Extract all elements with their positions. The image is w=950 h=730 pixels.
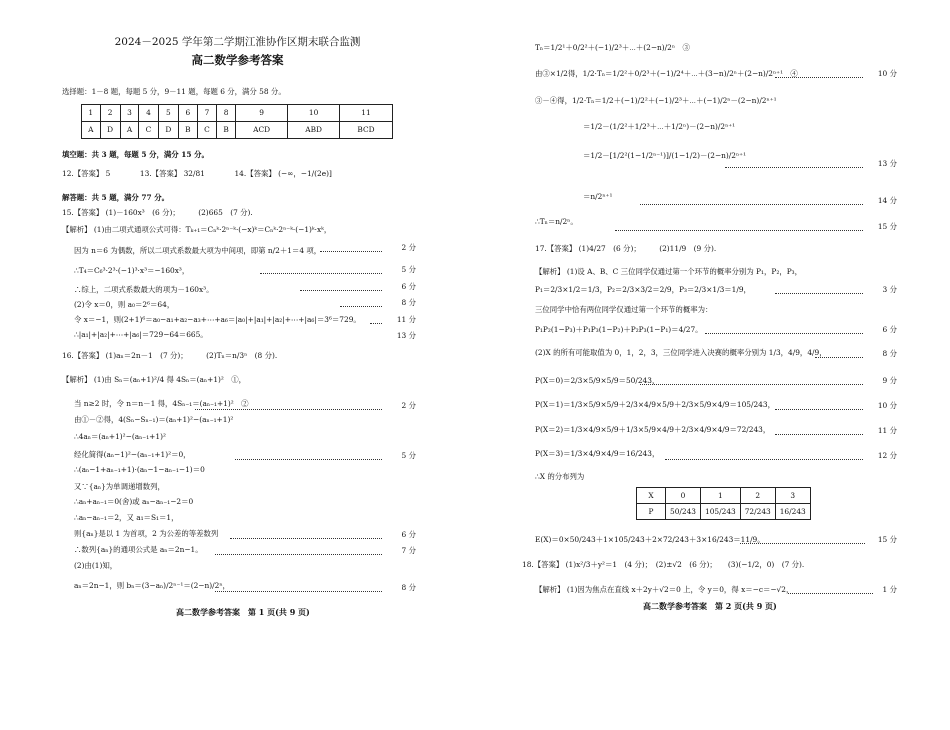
answer-table-choice: ACD: [235, 122, 287, 139]
answer-table-number: 5: [158, 105, 178, 122]
answer-table-choice: B: [178, 122, 197, 139]
q16-line: 经化简得(aₙ−1)²−(aₙ₋₁+1)²＝0，: [74, 450, 191, 459]
q17-line: (2)X 的所有可能取值为 0，1，2，3，三位同学进入决赛的概率分别为 1/3，4/9，4/9，: [535, 348, 827, 357]
leader-dots: [640, 384, 863, 385]
table-cell-p: 50/243: [666, 504, 701, 520]
score-point: 10 分: [877, 69, 897, 78]
q16-line: 又∵{aₙ}为单调递增数列，: [74, 482, 165, 491]
q18-answer: 18.【答案】 (1)x²/3＋y²＝1 (4 分)； (2)±√2 (6 分)； (3)(−1/2，0) (7 分).: [522, 560, 805, 569]
q16-line: (2)由(1)知，: [74, 561, 118, 570]
q17-line: P(X＝0)＝2/3×5/9×5/9＝50/243，: [535, 376, 660, 385]
derivation-line: ③－④得，1/2·Tₙ＝1/2＋(−1)/2²＋(−1)/2³＋⋯＋(−1)/2ⁿ－(2−n)/2ⁿ⁺¹: [535, 96, 777, 105]
answer-table-choice: A: [82, 122, 101, 139]
score-point: 9 分: [882, 376, 897, 385]
q16-line: ∴aₙ+aₙ₋₁＝0(舍)或 aₙ−aₙ₋₁−2＝0: [74, 497, 194, 506]
expectation-line: E(X)＝0×50/243＋1×105/243＋2×72/243＋3×16/243＝11/9。: [535, 535, 765, 544]
leader-dots: [320, 251, 382, 252]
answer-table-choice: D: [100, 122, 120, 139]
score-point: 2 分: [401, 243, 416, 252]
score-point: 6 分: [401, 530, 416, 539]
score-point: 15 分: [877, 535, 897, 544]
q16-line: 由①－②得，4(Sₙ−Sₙ₋₁)＝(aₙ+1)²−(aₙ₋₁+1)²: [74, 415, 234, 424]
q15-line: 因为 n＝6 为偶数，所以二项式系数最大项为中间项，即第 n/2＋1＝4 项，: [74, 246, 322, 255]
derivation-line: Tₙ＝1/2¹＋0/2²＋(−1)/2³＋⋯＋(2−n)/2ⁿ ③: [535, 43, 690, 52]
q17-line: P(X＝2)＝1/3×4/9×5/9＋1/3×5/9×4/9＋2/3×4/9×4/9＝72/243，: [535, 425, 771, 434]
leader-dots: [740, 543, 865, 544]
q15-line: 令 x＝−1，则(2+1)⁶＝a₀−a₁+a₂−a₃+⋯+a₆＝|a₀|+|a₁|+|a₂|+⋯+|a₆|＝3⁶＝729。: [74, 315, 361, 324]
document-subtitle: 高二数学参考答案: [191, 53, 284, 67]
answer-table-number: 1: [82, 105, 101, 122]
section-choice: 选择题：1－8 题，每题 5 分，9－11 题，每题 6 分，满分 58 分。: [62, 87, 286, 96]
page-footer: 高二数学参考答案 第 1 页(共 9 页): [176, 607, 310, 617]
score-point: 13 分: [877, 159, 897, 168]
score-point: 8 分: [401, 583, 416, 592]
q18-solution: 【解析】 (1)因为焦点在直线 x＋2y＋√2＝0 上，令 y＝0，得 x＝−c＝−√2，: [535, 585, 794, 594]
score-point: 1 分: [882, 585, 897, 594]
q17-answer: 17.【答案】 (1)4/27 (6 分)； (2)11/9 (9 分).: [535, 244, 717, 253]
section-fill: 填空题：共 3 题，每题 5 分，满分 15 分。: [62, 150, 209, 159]
leader-dots: [195, 409, 382, 410]
q17-line: ∴X 的分布列为: [535, 472, 585, 481]
section-solve: 解答题：共 5 题，满分 77 分。: [62, 193, 170, 202]
answer-table-choice: A: [120, 122, 139, 139]
table-cell-x: 0: [666, 488, 701, 504]
leader-dots: [775, 434, 863, 435]
leader-dots: [215, 554, 382, 555]
answer-table-number: 11: [339, 105, 392, 122]
score-point: 6 分: [882, 325, 897, 334]
q15-line: ∴T₄＝C₆³·2³·(−1)³·x³＝−160x³，: [74, 266, 190, 275]
leader-dots: [788, 593, 873, 594]
derivation-line: ＝n/2ⁿ⁺¹: [583, 192, 613, 201]
leader-dots: [300, 290, 382, 291]
q15-line: 【解析】 (1)由二项式通项公式可得：Tₖ₊₁＝Cₙᵏ·2ⁿ⁻ᵏ·(−x)ᵏ＝Cₙᵏ·2ⁿ⁻ᵏ·(−1)ᵏ·xᵏ，: [62, 225, 332, 234]
table-cell-p: 16/243: [775, 504, 810, 520]
score-point: 11 分: [877, 426, 897, 435]
score-point: 8 分: [401, 298, 416, 307]
score-point: 11 分: [396, 315, 416, 324]
q15-line: (2)令 x＝0，则 a₀＝2⁶＝64，: [74, 300, 175, 309]
q16-line: aₙ＝2n−1，则 bₙ＝(3−aₙ)/2ⁿ⁻¹＝(2−n)/2ⁿ，: [74, 581, 230, 590]
table-cell-p: 72/243: [740, 504, 775, 520]
score-point: 8 分: [882, 349, 897, 358]
q16-line: ∴(aₙ−1+aₙ₋₁+1)·(aₙ−1−aₙ₋₁−1)＝0: [74, 465, 205, 474]
leader-dots: [640, 204, 863, 205]
table-header-x: X: [637, 488, 666, 504]
answer-table-number: 10: [288, 105, 340, 122]
table-cell-p: 105/243: [701, 504, 741, 520]
leader-dots: [775, 293, 863, 294]
answer-table-number: 3: [120, 105, 139, 122]
q15-answer: 15.【答案】 (1)－160x³ (6 分)； (2)665 (7 分).: [62, 208, 253, 217]
score-point: 6 分: [401, 282, 416, 291]
q16-line: 【解析】 (1)由 Sₙ＝(aₙ+1)²/4 得 4Sₙ＝(aₙ+1)² ①，: [62, 375, 247, 384]
score-point: 7 分: [401, 546, 416, 555]
leader-dots: [705, 333, 863, 334]
leader-dots: [260, 273, 382, 274]
answer-table-choice: C: [197, 122, 216, 139]
q17-line: P₁＝2/3×1/2＝1/3，P₂＝2/3×3/2＝2/9，P₃＝2/3×1/3＝1/9，: [535, 285, 751, 294]
table-cell-x: 1: [701, 488, 741, 504]
leader-dots: [235, 459, 382, 460]
score-point: 2 分: [401, 401, 416, 410]
answer-table-choice: C: [139, 122, 158, 139]
answer-table-number: 9: [235, 105, 287, 122]
answer-table-number: 6: [178, 105, 197, 122]
answer-table-choice: D: [158, 122, 178, 139]
fill-answers: 12.【答案】 5 13.【答案】 32/81 14.【答案】 (−∞，−1/(2e)]: [62, 169, 332, 178]
answer-table-number: 8: [217, 105, 236, 122]
q16-answer: 16.【答案】 (1)aₙ＝2n－1 (7 分)； (2)Tₙ＝n/3ⁿ (8 分).: [62, 351, 278, 360]
answer-table: [81, 104, 393, 139]
q16-line: ∴数列{aₙ}的通项公式是 aₙ＝2n−1。: [74, 545, 203, 554]
leader-dots: [230, 538, 382, 539]
q15-line: ∴|a₁|+|a₂|+⋯+|a₆|＝729−64＝665。: [74, 330, 208, 339]
score-point: 12 分: [877, 451, 897, 460]
q17-line: 【解析】 (1)设 A、B、C 三位同学仅通过第一个环节的概率分别为 P₁，P₂，P₃，: [535, 267, 803, 276]
answer-table-number: 7: [197, 105, 216, 122]
table-cell-x: 2: [740, 488, 775, 504]
score-point: 10 分: [877, 401, 897, 410]
leader-dots: [665, 459, 863, 460]
document-title: 2024－2025 学年第二学期江淮协作区期末联合监测: [114, 36, 361, 48]
q17-line: 三位同学中恰有两位同学仅通过第一个环节的概率为：: [535, 305, 713, 314]
derivation-line: ＝1/2－[1/2²(1−1/2ⁿ⁻¹)]/(1−1/2)－(2−n)/2ⁿ⁺¹: [583, 151, 747, 160]
q17-line: P₁P₂(1−P₃)＋P₁P₃(1−P₂)＋P₂P₃(1−P₁)＝4/27。: [535, 325, 703, 334]
answer-table-number: 2: [100, 105, 120, 122]
leader-dots: [775, 409, 863, 410]
page-footer: 高二数学参考答案 第 2 页(共 9 页): [643, 601, 777, 611]
score-point: 15 分: [877, 222, 897, 231]
leader-dots: [340, 306, 382, 307]
leader-dots: [615, 230, 863, 231]
answer-table-choice: B: [217, 122, 236, 139]
leader-dots: [725, 167, 863, 168]
score-point: 3 分: [882, 285, 897, 294]
table-header-p: P: [637, 504, 666, 520]
q17-line: P(X＝1)＝1/3×5/9×5/9＋2/3×4/9×5/9＋2/3×5/9×4/9＝105/243，: [535, 400, 775, 409]
score-point: 13 分: [396, 331, 416, 340]
derivation-line: 由③×1/2得，1/2·Tₙ＝1/2²＋0/2³＋(−1)/2⁴＋⋯＋(3−n)/2ⁿ＋(2−n)/2ⁿ⁺¹ ④: [535, 69, 798, 78]
score-point: 5 分: [401, 451, 416, 460]
page-2: [475, 0, 950, 730]
table-cell-x: 3: [775, 488, 810, 504]
q16-line: 当 n≥2 时，令 n＝n－1 得，4Sₙ₋₁＝(aₙ₋₁+1)² ②: [74, 399, 249, 408]
q16-line: ∴aₙ−aₙ₋₁＝2，又 a₁＝S₁＝1，: [74, 513, 179, 522]
score-point: 14 分: [877, 196, 897, 205]
leader-dots: [815, 357, 863, 358]
q16-line: ∴4aₙ＝(aₙ+1)²−(aₙ₋₁+1)²: [74, 432, 166, 441]
leader-dots: [215, 591, 382, 592]
q15-line: ∴综上，二项式系数最大的项为－160x³。: [74, 285, 214, 294]
derivation-line: ∴Tₙ＝n/2ⁿ。: [535, 217, 578, 226]
q16-line: 则{aₙ}是以 1 为首项，2 为公差的等差数列: [74, 529, 219, 538]
derivation-line: ＝1/2－(1/2²＋1/2³＋⋯＋1/2ⁿ)－(2−n)/2ⁿ⁺¹: [583, 122, 736, 131]
answer-table-number: 4: [139, 105, 158, 122]
answer-table-choice: BCD: [339, 122, 392, 139]
distribution-table: [636, 487, 811, 520]
leader-dots: [370, 323, 382, 324]
answer-table-choice: ABD: [288, 122, 340, 139]
score-point: 5 分: [401, 265, 416, 274]
leader-dots: [775, 77, 863, 78]
q17-line: P(X＝3)＝1/3×4/9×4/9＝16/243，: [535, 449, 660, 458]
